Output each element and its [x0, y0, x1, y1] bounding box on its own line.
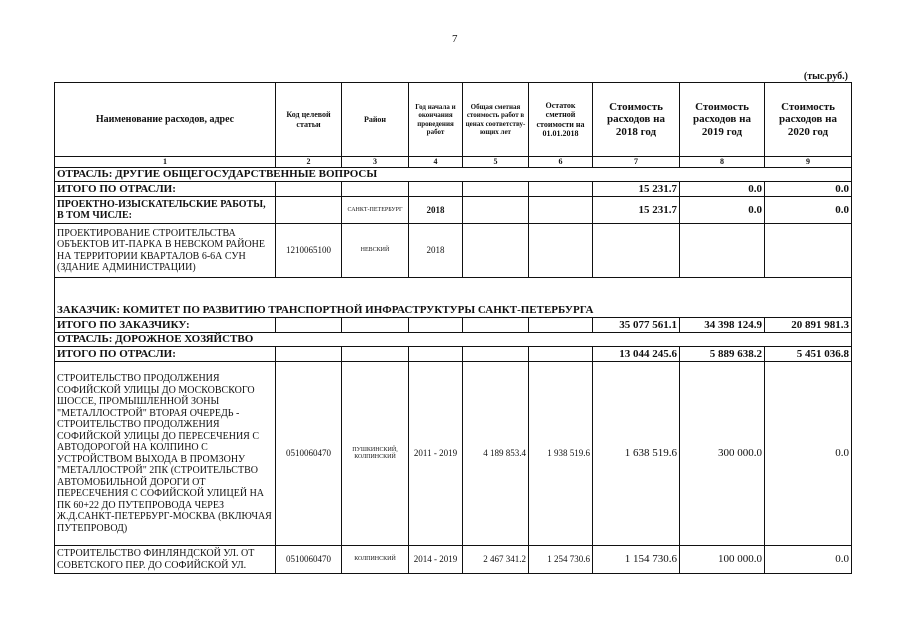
item-cost-2020: 0.0: [765, 362, 852, 546]
item-district: КОЛПИНСКИЙ: [342, 546, 409, 574]
sector-total-row: [55, 347, 852, 362]
header-code: Код целевой статьи: [276, 83, 342, 157]
total-2019: 0.0: [680, 182, 765, 197]
header-total-cost: Общая сметная стоимость работ в ценах соответству-ющих лет: [463, 83, 529, 157]
item-row: [55, 546, 852, 574]
item-total-cost: 2 467 341.2: [463, 546, 529, 574]
header-years: Год начала и окончания проведения работ: [409, 83, 463, 157]
column-number: 2: [276, 157, 342, 168]
total-label: ИТОГО ПО ОТРАСЛИ:: [55, 347, 276, 362]
total-2018: 15 231.7: [593, 182, 680, 197]
header-cost-2020: Стоимость расходов на 2020 год: [765, 83, 852, 157]
sector-row: [55, 333, 852, 347]
item-cost-2019: 100 000.0: [680, 546, 765, 574]
total-2020: 5 451 036.8: [765, 347, 852, 362]
item-district: ПУШКИНСКИЙ, КОЛПИНСКИЙ: [342, 362, 409, 546]
item-year: 2018: [409, 224, 463, 278]
customer-title: ЗАКАЗЧИК: КОМИТЕТ ПО РАЗВИТИЮ ТРАНСПОРТНОЙ ИНФРАСТРУКТУРЫ САНКТ-ПЕТЕРБУРГА: [55, 278, 852, 318]
total-2018: 13 044 245.6: [593, 347, 680, 362]
subtotal-2019: 0.0: [680, 197, 765, 224]
subtotal-2018: 15 231.7: [593, 197, 680, 224]
item-remaining: 1 254 730.6: [529, 546, 593, 574]
total-label: ИТОГО ПО ОТРАСЛИ:: [55, 182, 276, 197]
column-number: 4: [409, 157, 463, 168]
header-cost-2019: Стоимость расходов на 2019 год: [680, 83, 765, 157]
item-row: [55, 224, 852, 278]
column-number: 1: [55, 157, 276, 168]
item-cost-2018: 1 154 730.6: [593, 546, 680, 574]
sector-total-row: [55, 182, 852, 197]
header-cost-2018: Стоимость расходов на 2018 год: [593, 83, 680, 157]
total-2020: 20 891 981.3: [765, 318, 852, 333]
item-name: СТРОИТЕЛЬСТВО ФИНЛЯНДСКОЙ УЛ. ОТ СОВЕТСКОГО ПЕР. ДО СОФИЙСКОЙ УЛ.: [55, 546, 276, 574]
column-number: 5: [463, 157, 529, 168]
item-code: 1210065100: [276, 224, 342, 278]
item-row: [55, 362, 852, 546]
item-name: СТРОИТЕЛЬСТВО ПРОДОЛЖЕНИЯ СОФИЙСКОЙ УЛИЦЫ ДО МОСКОВСКОГО ШОССЕ, ПРОМЫШЛЕННОЙ ЗОНЫ "МЕТАЛЛОСТРОЙ" ВТОРАЯ ОЧЕРЕДЬ - СТРОИТЕЛЬСТВО ПРОДОЛЖЕНИЯ СОФИЙСКОЙ УЛИЦЫ ДО ПЕРЕСЕЧЕНИЯ С АВТОДОРОГОЙ НА КОЛПИНО С УСТРОЙСТВОМ ВЫХОДА В ПРОМЗОНУ "МЕТАЛЛОСТРОЙ" 2ПК (СТРОИТЕЛЬСТВО АВТОМОБИЛЬНОЙ ДОРОГИ ОТ ПЕРЕСЕЧЕНИЯ С СОФИЙСКОЙ УЛИЦЕЙ НА ПК 60+22 ДО ПУТЕПРОВОДА ЧЕРЕЗ Ж.Д.САНКТ-ПЕТЕРБУРГ-МОСКВА (ВКЛЮЧАЯ ПУТЕПРОВОД): [55, 362, 276, 546]
item-code: 0510060470: [276, 362, 342, 546]
header-district: Район: [342, 83, 409, 157]
item-cost-2020: 0.0: [765, 546, 852, 574]
item-district: НЕВСКИЙ: [342, 224, 409, 278]
column-number: 7: [593, 157, 680, 168]
sector-row: [55, 168, 852, 182]
column-number: 6: [529, 157, 593, 168]
header-remaining: Остаток сметной стоимости на 01.01.2018: [529, 83, 593, 157]
sector-title: ОТРАСЛЬ: ДОРОЖНОЕ ХОЗЯЙСТВО: [55, 333, 852, 347]
item-years: 2014 - 2019: [409, 546, 463, 574]
item-total-cost: 4 189 853.4: [463, 362, 529, 546]
column-number: 8: [680, 157, 765, 168]
header-row: [55, 83, 852, 157]
column-number-row: [55, 157, 852, 168]
total-2020: 0.0: [765, 182, 852, 197]
budget-table: [54, 82, 852, 574]
subtotal-year: 2018: [409, 197, 463, 224]
item-cost-2019: 300 000.0: [680, 362, 765, 546]
sector-title: ОТРАСЛЬ: ДРУГИЕ ОБЩЕГОСУДАРСТВЕННЫЕ ВОПРОСЫ: [55, 168, 852, 182]
total-label: ИТОГО ПО ЗАКАЗЧИКУ:: [55, 318, 276, 333]
unit-label: (тыс.руб.): [803, 71, 848, 82]
subtotal-row: [55, 197, 852, 224]
header-name: Наименование расходов, адрес: [55, 83, 276, 157]
item-years: 2011 - 2019: [409, 362, 463, 546]
customer-total-row: [55, 318, 852, 333]
page-number: 7: [452, 33, 458, 45]
column-number: 3: [342, 157, 409, 168]
total-2019: 34 398 124.9: [680, 318, 765, 333]
customer-row: [55, 278, 852, 318]
total-2018: 35 077 561.1: [593, 318, 680, 333]
item-code: 0510060470: [276, 546, 342, 574]
subtotal-label: ПРОЕКТНО-ИЗЫСКАТЕЛЬСКИЕ РАБОТЫ, В ТОМ ЧИСЛЕ:: [55, 197, 276, 224]
item-name: ПРОЕКТИРОВАНИЕ СТРОИТЕЛЬСТВА ОБЪЕКТОВ ИТ-ПАРКА В НЕВСКОМ РАЙОНЕ НА ТЕРРИТОРИИ КВАРТАЛОВ 6-6А СУН (ЗДАНИЕ АДМИНИСТРАЦИИ): [55, 224, 276, 278]
item-remaining: 1 938 519.6: [529, 362, 593, 546]
total-2019: 5 889 638.2: [680, 347, 765, 362]
subtotal-district: САНКТ-ПЕТЕРБУРГ: [342, 197, 409, 224]
item-cost-2018: 1 638 519.6: [593, 362, 680, 546]
subtotal-2020: 0.0: [765, 197, 852, 224]
column-number: 9: [765, 157, 852, 168]
